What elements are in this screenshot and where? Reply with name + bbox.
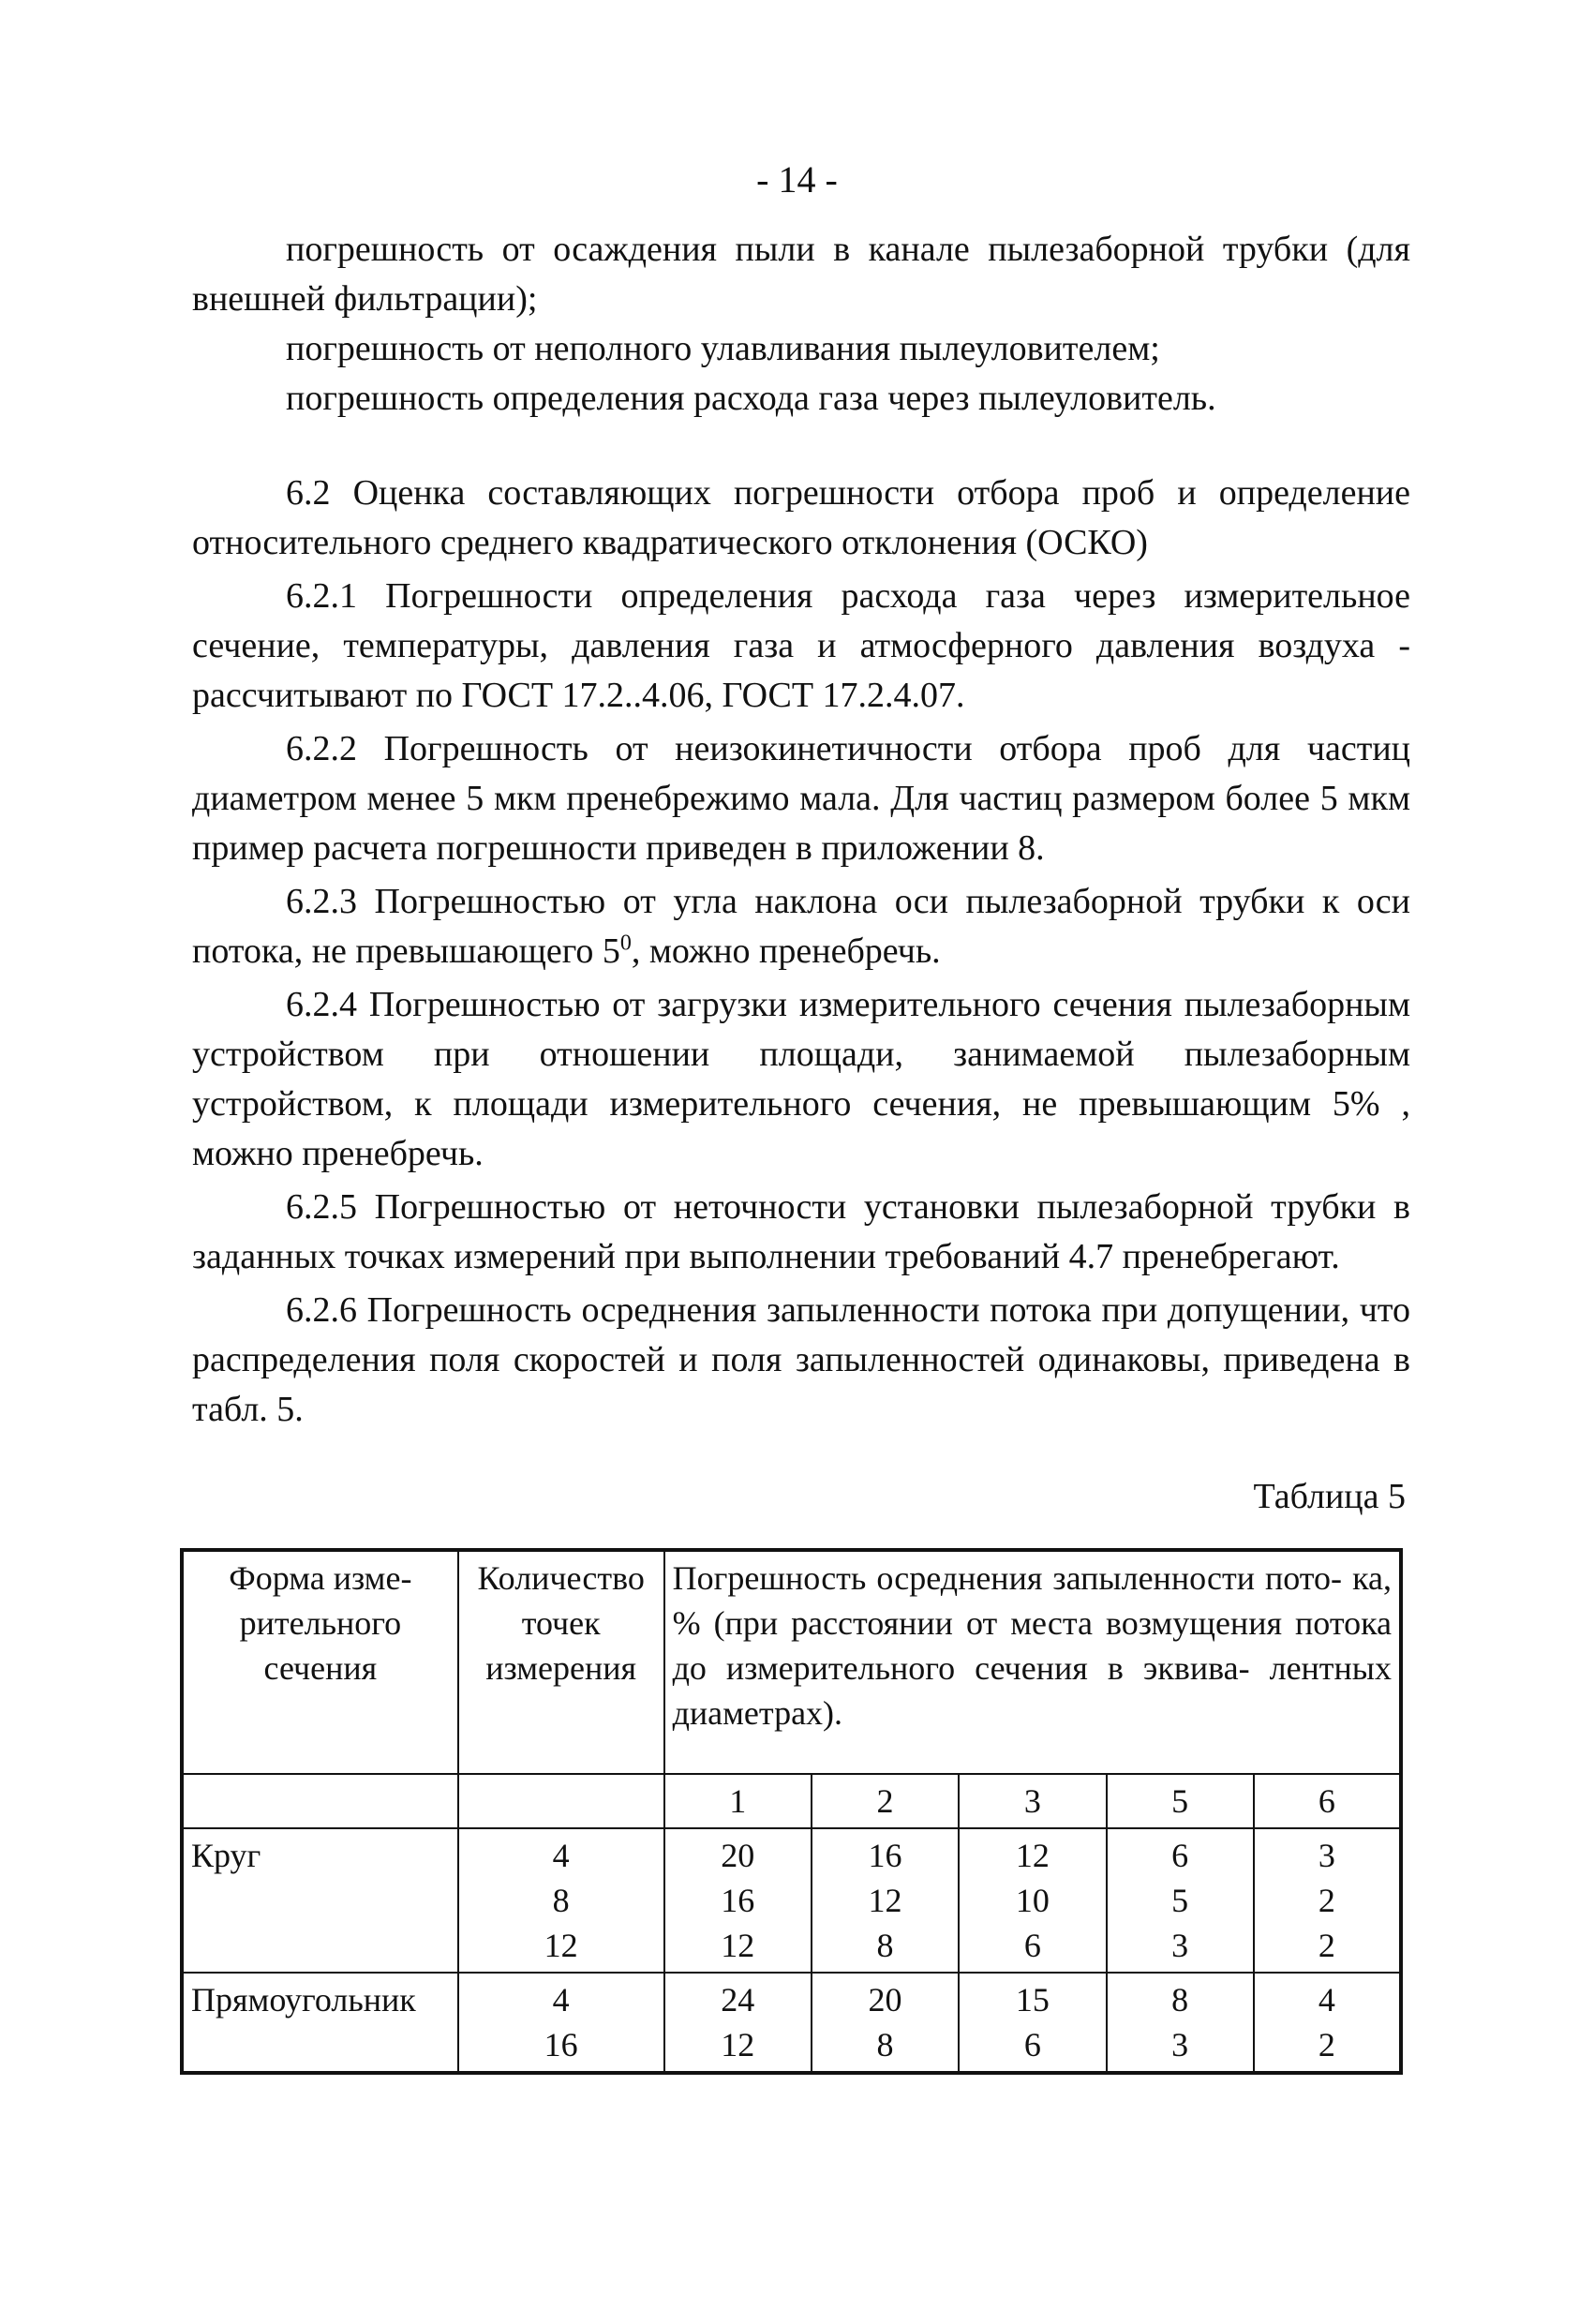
value: 5 [1171,1882,1189,1919]
value-cell [664,1973,812,2073]
paragraph-6-2-3-tail: , можно пренебречь. [631,931,941,971]
value: 12 [721,2026,755,2063]
error-list [192,225,1410,424]
distance-cell: 3 [959,1774,1106,1828]
value: 15 [1015,1981,1050,2019]
table-5 [180,1548,1403,2075]
paragraph-6-2-5: 6.2.5 Погрешностью от неточности установки пылезаборной трубки в заданных точках измерений при выполнении требований 4.7 пренебрегают. [192,1187,1410,1276]
value-cell [1107,1828,1254,1973]
value: 3 [1318,1837,1335,1874]
value: 16 [868,1837,902,1874]
value: 20 [721,1837,755,1874]
table-row [182,1828,1401,1973]
value-cell [959,1828,1106,1973]
value-cell [1254,1828,1401,1973]
degree-superscript: 0 [619,931,632,956]
list-item: погрешность определения расхода газа через пылеуловитель. [286,379,1216,418]
value: 10 [1015,1882,1050,1919]
value: 3 [1171,2026,1189,2063]
paragraph-6-2-6: 6.2.6 Погрешность осреднения запыленности потока при допущении, что распределения поля скоростей и поля запыленностей одинаковы, приведена в табл. 5. [192,1290,1410,1429]
value-cell [812,1973,959,2073]
value: 24 [721,1981,755,2019]
value: 2 [1318,2026,1335,2063]
table-row [182,1973,1401,2073]
value: 12 [721,1927,755,1964]
value: 8 [1171,1981,1189,2019]
paragraph-6-2-4: 6.2.4 Погрешностью от загрузки измерительного сечения пылезаборным устройством при отношении площади, занимаемой пылезаборным устройством, к площади измерительного сечения, не превышающим 5% , можно пренебречь. [192,985,1410,1173]
value: 6 [1171,1837,1189,1874]
value-cell [959,1973,1106,2073]
shape-cell: Прямоугольник [182,1973,458,2073]
value: 6 [1023,2026,1041,2063]
header-points: Количество точек измерения [458,1550,664,1774]
distance-cell: 1 [664,1774,812,1828]
points-cell [458,1973,664,2073]
header-error: Погрешность осреднения запыленности пото- ка, % (при расстоянии от места возмущения потока до измерительного сечения в эквива- лентных диаметрах). [664,1550,1401,1774]
list-item: погрешность от осаждения пыли в канале пылезаборной трубки (для внешней фильтрации); [192,230,1410,319]
table-caption: Таблица 5 [1253,1477,1406,1516]
value-cell [1107,1973,1254,2073]
value: 8 [876,1927,894,1964]
value: 12 [868,1882,902,1919]
table-header-row [182,1550,1401,1774]
paragraph-6-2-1: 6.2.1 Погрешности определения расхода газа через измерительное сечение, температуры, давления газа и атмосферного давления воздуха - рассчитывают по ГОСТ 17.2..4.06, ГОСТ 17.2.4.07. [192,576,1410,715]
value: 12 [1015,1837,1050,1874]
list-item: погрешность от неполного улавливания пылеуловителем; [286,329,1160,368]
value: 6 [1023,1927,1041,1964]
distance-cell: 6 [1254,1774,1401,1828]
distance-cell: 5 [1107,1774,1254,1828]
value: 8 [876,2026,894,2063]
points-value: 8 [552,1882,570,1919]
value: 3 [1171,1927,1189,1964]
page-number: - 14 - [756,158,838,201]
paragraph-6-2-2: 6.2.2 Погрешность от неизокинетичности отбора проб для частиц диаметром менее 5 мкм пренебрежимо мала. Для частиц размером более 5 мкм пример расчета погрешности приведен в приложении 8. [192,729,1410,868]
points-value: 4 [552,1837,570,1874]
table-distance-row [182,1774,1401,1828]
section-heading-6-2: 6.2 Оценка составляющих погрешности отбора проб и определение относительного среднего квадратического отклонения (ОСКО) [192,473,1410,562]
value: 4 [1318,1981,1335,2019]
value: 2 [1318,1882,1335,1919]
value-cell [664,1828,812,1973]
points-value: 4 [552,1981,570,2019]
paragraph-6-2-3-text: 6.2.3 Погрешностью от угла наклона оси пылезаборной трубки к оси потока, не превышающего 5 [192,882,1410,971]
value: 2 [1318,1927,1335,1964]
shape-cell: Круг [182,1828,458,1973]
value-cell [1254,1973,1401,2073]
value-cell [812,1828,959,1973]
empty-cell [458,1774,664,1828]
paragraph-6-2-3 [192,877,1410,976]
value: 20 [868,1981,902,2019]
points-value: 12 [544,1927,578,1964]
empty-cell [182,1774,458,1828]
value: 16 [721,1882,755,1919]
section-6-2 [192,469,1410,1435]
header-shape: Форма изме- рительного сечения [182,1550,458,1774]
points-value: 16 [544,2026,578,2063]
points-cell [458,1828,664,1973]
distance-cell: 2 [812,1774,959,1828]
